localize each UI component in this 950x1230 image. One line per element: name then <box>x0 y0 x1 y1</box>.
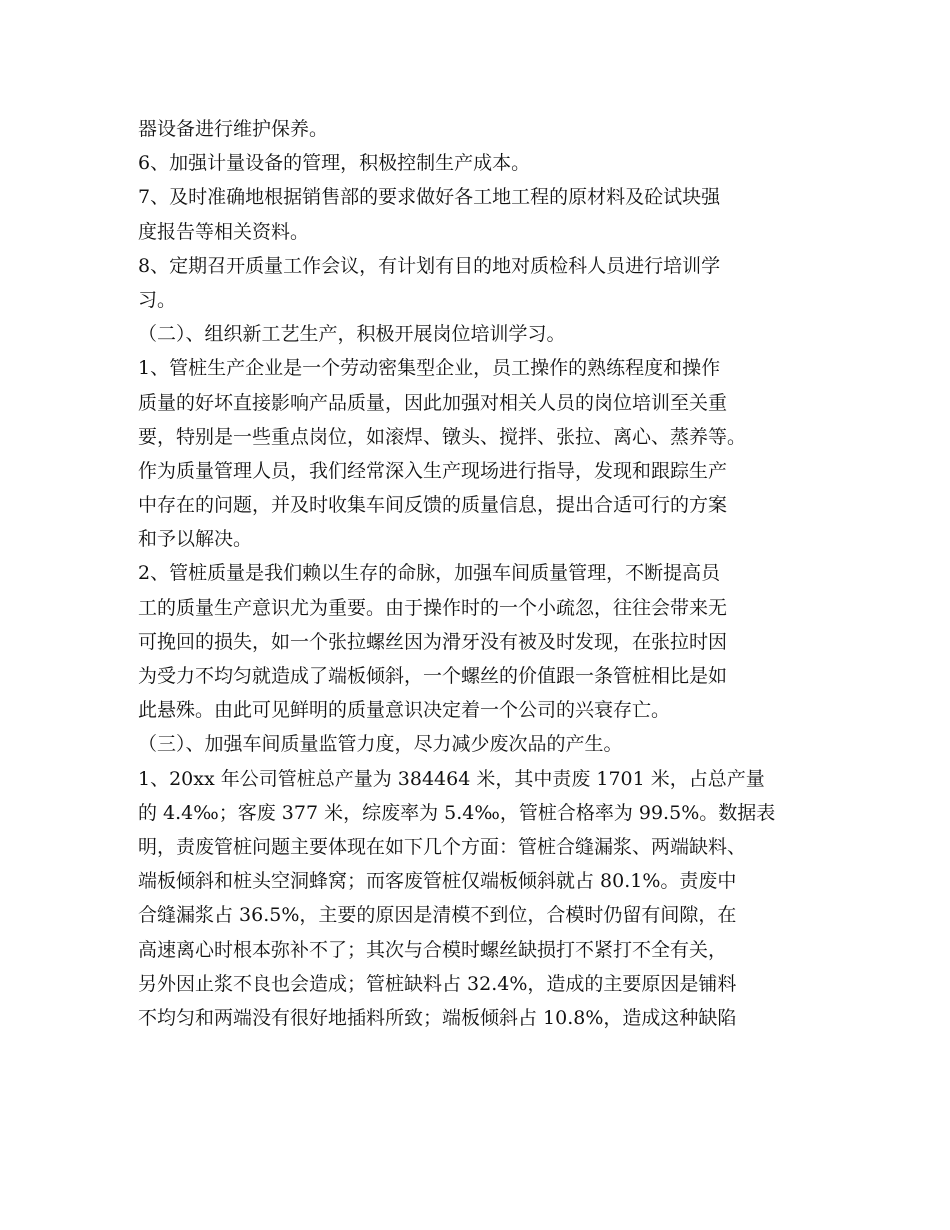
document-body <box>138 112 828 1035</box>
text-line: 中存在的问题，并及时收集车间反馈的质量信息，提出合适可行的方案 <box>138 494 728 517</box>
text-line: 工的质量生产意识尤为重要。由于操作时的一个小疏忽，往往会带来无 <box>138 596 728 619</box>
text-line: 明，责废管桩问题主要体现在如下几个方面：管桩合缝漏浆、两端缺料、 <box>138 835 747 858</box>
text-line: 作为质量管理人员，我们经常深入生产现场进行指导，发现和跟踪生产 <box>138 459 728 482</box>
section-heading: （二）、组织新工艺生产，积极开展岗位培训学习。 <box>138 323 566 346</box>
text-line: 7、及时准确地根据销售部的要求做好各工地工程的原材料及砼试块强 <box>138 186 721 209</box>
text-line: 此悬殊。由此可见鲜明的质量意识决定着一个公司的兴衰存亡。 <box>138 699 671 722</box>
text-line: 1、20xx 年公司管桩总产量为 384464 米，其中责废 1701 米，占总产量 <box>138 767 765 790</box>
text-line: 8、定期召开质量工作会议，有计划有目的地对质检科人员进行培训学 <box>138 254 721 277</box>
text-line: 高速离心时根本弥补不了；其次与合模时螺丝缺损打不紧打不全有关， <box>138 938 728 961</box>
text-line: 器设备进行维护保养。 <box>138 118 329 140</box>
text-line: 可挽回的损失，如一个张拉螺丝因为滑牙没有被及时发现，在张拉时因 <box>138 630 728 653</box>
text-line: 端板倾斜和桩头空洞蜂窝；而客废管桩仅端板倾斜就占 80.1%。责废中 <box>138 870 737 893</box>
text-line: 不均匀和两端没有很好地插料所致；端板倾斜占 10.8%，造成这种缺陷 <box>138 1006 737 1029</box>
text-line: 的 4.4‰；客废 377 米，综废率为 5.4‰，管桩合格率为 99.5%。数据表 <box>138 801 776 824</box>
text-line: 为受力不均匀就造成了端板倾斜，一个螺丝的价值跟一条管桩相比是如 <box>138 665 728 687</box>
text-line: 合缝漏浆占 36.5%，主要的原因是清模不到位，合模时仍留有间隙，在 <box>138 904 737 927</box>
text-line: 要，特别是一些重点岗位，如滚焊、镦头、搅拌、张拉、离心、蒸养等。 <box>138 425 747 448</box>
text-line: 度报告等相关资料。 <box>138 220 310 243</box>
text-line: 另外因止浆不良也会造成；管桩缺料占 32.4%，造成的主要原因是铺料 <box>138 972 737 995</box>
text-line: 2、管桩质量是我们赖以生存的命脉，加强车间质量管理，不断提高员 <box>138 562 721 585</box>
text-line: 6、加强计量设备的管理，积极控制生产成本。 <box>138 152 531 175</box>
section-heading: （三）、加强车间质量监管力度，尽力减少废次品的产生。 <box>138 733 623 756</box>
text-line: 1、管桩生产企业是一个劳动密集型企业，员工操作的熟练程度和操作 <box>138 357 721 380</box>
text-line: 习。 <box>138 288 177 311</box>
text-line: 和予以解决。 <box>138 528 253 551</box>
text-line: 质量的好坏直接影响产品质量，因此加强对相关人员的岗位培训至关重 <box>138 391 728 414</box>
